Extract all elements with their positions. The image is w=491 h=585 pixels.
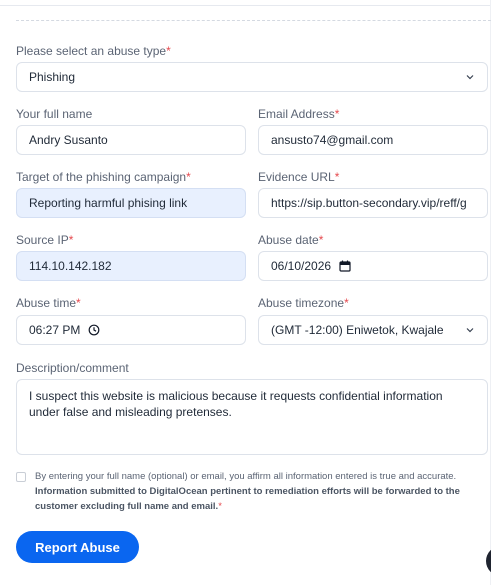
- abuse-timezone-label: Abuse timezone*: [258, 296, 349, 310]
- abuse-type-select[interactable]: [16, 62, 488, 92]
- consent-text: By entering your full name (optional) or email, you affirm all information entered is true and accurate. Information submitted to DigitalOcean pertinent to remediation efforts will be forwarded to the customer excluding full name and email.*: [35, 471, 460, 512]
- abuse-time-input[interactable]: 06:27 PM: [16, 315, 246, 345]
- calendar-icon[interactable]: [339, 260, 351, 272]
- email-input[interactable]: ansusto74@gmail.com: [258, 125, 488, 155]
- source-ip-label: Source IP*: [16, 233, 74, 247]
- target-label: Target of the phishing campaign*: [16, 170, 191, 184]
- abuse-timezone-select[interactable]: (GMT -12:00) Eniwetok, Kwajale: [258, 315, 488, 345]
- evidence-url-label: Evidence URL*: [258, 170, 340, 184]
- section-divider: [16, 20, 491, 21]
- full-name-input[interactable]: Andry Susanto: [16, 125, 246, 155]
- target-input[interactable]: Reporting harmful phising link: [16, 188, 246, 218]
- evidence-url-input[interactable]: https://sip.button-secondary.vip/reff/g: [258, 188, 488, 218]
- chevron-down-icon: [465, 325, 475, 335]
- consent-checkbox[interactable]: [16, 472, 26, 482]
- email-label: Email Address*: [258, 107, 340, 121]
- abuse-time-label: Abuse time*: [16, 296, 81, 310]
- chevron-down-icon: [465, 72, 475, 82]
- abuse-date-input[interactable]: 06/10/2026: [258, 251, 488, 281]
- abuse-type-value: Phishing: [29, 70, 76, 84]
- card-top-edge: [0, 0, 491, 6]
- source-ip-input[interactable]: 114.10.142.182: [16, 251, 246, 281]
- abuse-date-label: Abuse date*: [258, 233, 324, 247]
- description-label: Description/comment: [16, 361, 129, 375]
- report-abuse-button[interactable]: Report Abuse: [16, 531, 139, 563]
- abuse-type-label: Please select an abuse type*: [16, 44, 171, 58]
- clock-icon[interactable]: [88, 324, 100, 336]
- full-name-label: Your full name: [16, 107, 93, 121]
- chat-bubble-button[interactable]: [486, 546, 491, 576]
- description-textarea[interactable]: I suspect this website is malicious because it requests confidential information under false and misleading pretenses.: [16, 379, 488, 455]
